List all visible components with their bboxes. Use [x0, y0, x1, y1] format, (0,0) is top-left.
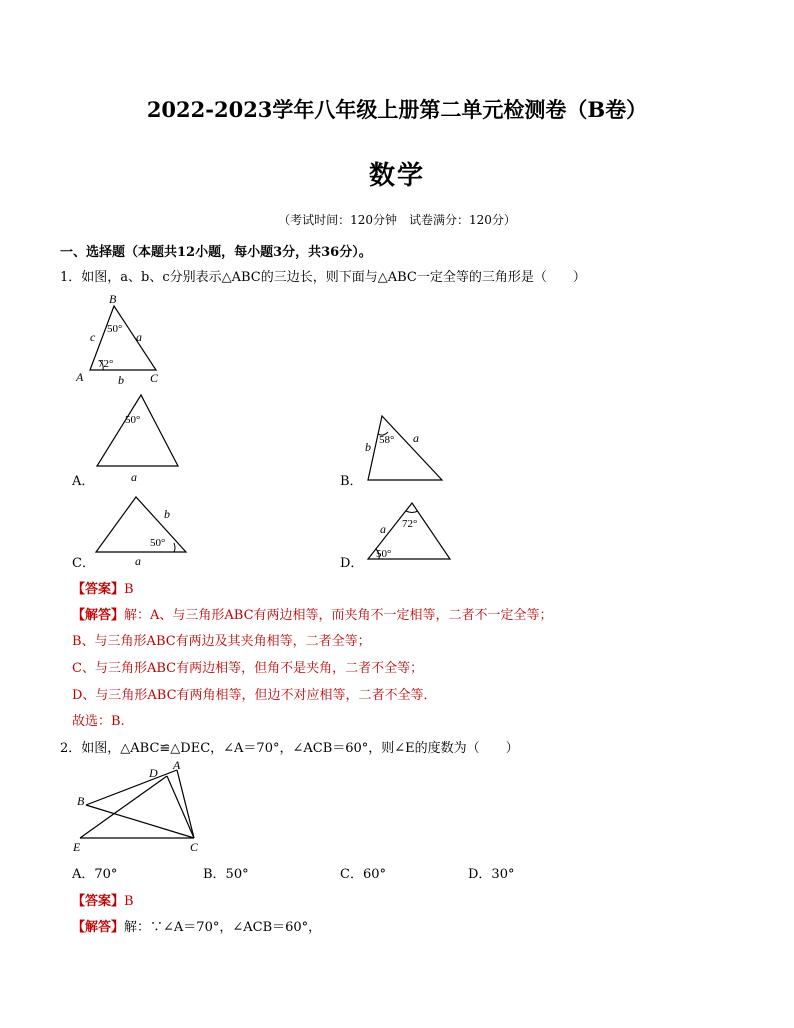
- segment-ab: [86, 770, 177, 805]
- q1-solution-tag: 【解答】: [72, 608, 125, 623]
- vertex-label-a: A: [76, 370, 84, 384]
- side-label-c: c: [90, 330, 96, 344]
- q1-option-c-label: C．: [72, 556, 95, 571]
- option-a-angle: 50°: [125, 414, 141, 426]
- option-c-side-a: a: [135, 554, 141, 568]
- question-1-stem: 1．如图，a、b、c分别表示△ABC的三边长，则下面与△ABC一定全等的三角形是（ ）: [60, 270, 586, 285]
- q1-solution-line-4: D、与三角形ABC有两角相等，但边不对应相等，二者不全等．: [72, 688, 437, 703]
- q2-solution-line: [72, 916, 321, 935]
- q2-solution-tag: 【解答】: [72, 920, 125, 935]
- q2-answer-tag: 【答案】: [72, 894, 125, 909]
- option-c-angle: 50°: [150, 537, 166, 549]
- option-b-angle: 58°: [379, 434, 395, 446]
- q1-solution-text-1: 解：A、与三角形ABC有两边相等，而夹角不一定相等，二者不一定全等；: [124, 608, 553, 623]
- option-b-side-a: a: [413, 431, 419, 445]
- section-heading: 一、选择题（本题共12小题，每小题3分，共36分）。: [60, 245, 372, 260]
- side-label-b: b: [118, 373, 124, 387]
- q1-option-d-figure: [358, 497, 458, 567]
- paper-title: 2022-2023学年八年级上册第二单元检测卷（B卷）: [146, 97, 648, 122]
- q1-solution-line-1: [72, 604, 553, 623]
- q1-answer-line: [72, 578, 134, 597]
- vertex-label-b: B: [77, 794, 85, 808]
- option-a-side: a: [131, 470, 137, 484]
- triangle-option-a: [97, 395, 178, 466]
- q1-option-a-figure: [90, 390, 190, 485]
- q2-answer-line: [72, 890, 134, 909]
- q1-option-a-label: A．: [72, 474, 95, 489]
- vertex-label-e: E: [73, 840, 81, 854]
- q2-option-b: B．50°: [203, 867, 249, 882]
- vertex-label-c: C: [190, 840, 199, 854]
- option-c-angle-arc: [174, 543, 175, 552]
- triangle-option-c: [96, 497, 186, 552]
- exam-info: （考试时间：120分钟 试卷满分：120分）: [278, 213, 516, 227]
- q1-figure-abc: [70, 288, 170, 388]
- vertex-label-a: A: [173, 758, 181, 772]
- angle-label-a: 72°: [98, 358, 114, 370]
- vertex-label-c: C: [150, 371, 159, 385]
- q1-answer-tag: 【答案】: [72, 582, 125, 597]
- question-2-stem: 2．如图，△ABC≌△DEC，∠A＝70°，∠ACB＝60°，则∠E的度数为（ ）: [60, 741, 519, 756]
- q1-answer: B: [124, 582, 134, 597]
- q2-solution-text: 解：∵∠A＝70°，∠ACB＝60°，: [124, 920, 322, 935]
- option-d-side-a: a: [380, 522, 386, 536]
- q1-option-b-figure: [358, 410, 458, 485]
- option-b-side-b: b: [365, 440, 371, 454]
- q1-solution-line-3: C、与三角形ABC有两边相等，但角不是夹角，二者不全等；: [72, 661, 424, 676]
- option-d-angle-arc-top: [406, 511, 418, 513]
- option-c-side-b: b: [164, 507, 170, 521]
- q2-option-d: D．30°: [468, 867, 515, 882]
- q1-option-b-label: B．: [340, 474, 363, 489]
- q2-option-a: A．70°: [72, 867, 118, 882]
- subject-title: 数学: [368, 161, 425, 191]
- option-d-angle-top: 72°: [402, 518, 418, 530]
- q1-option-d-label: D．: [340, 556, 364, 571]
- q1-solution-line-2: B、与三角形ABC有两边及其夹角相等，二者全等；: [72, 634, 371, 649]
- option-d-angle-bottom: 50°: [376, 548, 392, 560]
- q2-answer: B: [124, 894, 134, 909]
- q1-solution-line-5: 故选：B.: [72, 714, 125, 729]
- triangle-option-b: [368, 416, 442, 480]
- q2-option-c: C．60°: [340, 867, 386, 882]
- angle-label-b: 50°: [107, 323, 123, 335]
- q2-figure: [70, 758, 210, 858]
- side-label-a: a: [136, 330, 142, 344]
- vertex-label-b: B: [109, 292, 117, 306]
- vertex-label-d: D: [149, 766, 158, 780]
- q1-option-c-figure: [90, 493, 200, 568]
